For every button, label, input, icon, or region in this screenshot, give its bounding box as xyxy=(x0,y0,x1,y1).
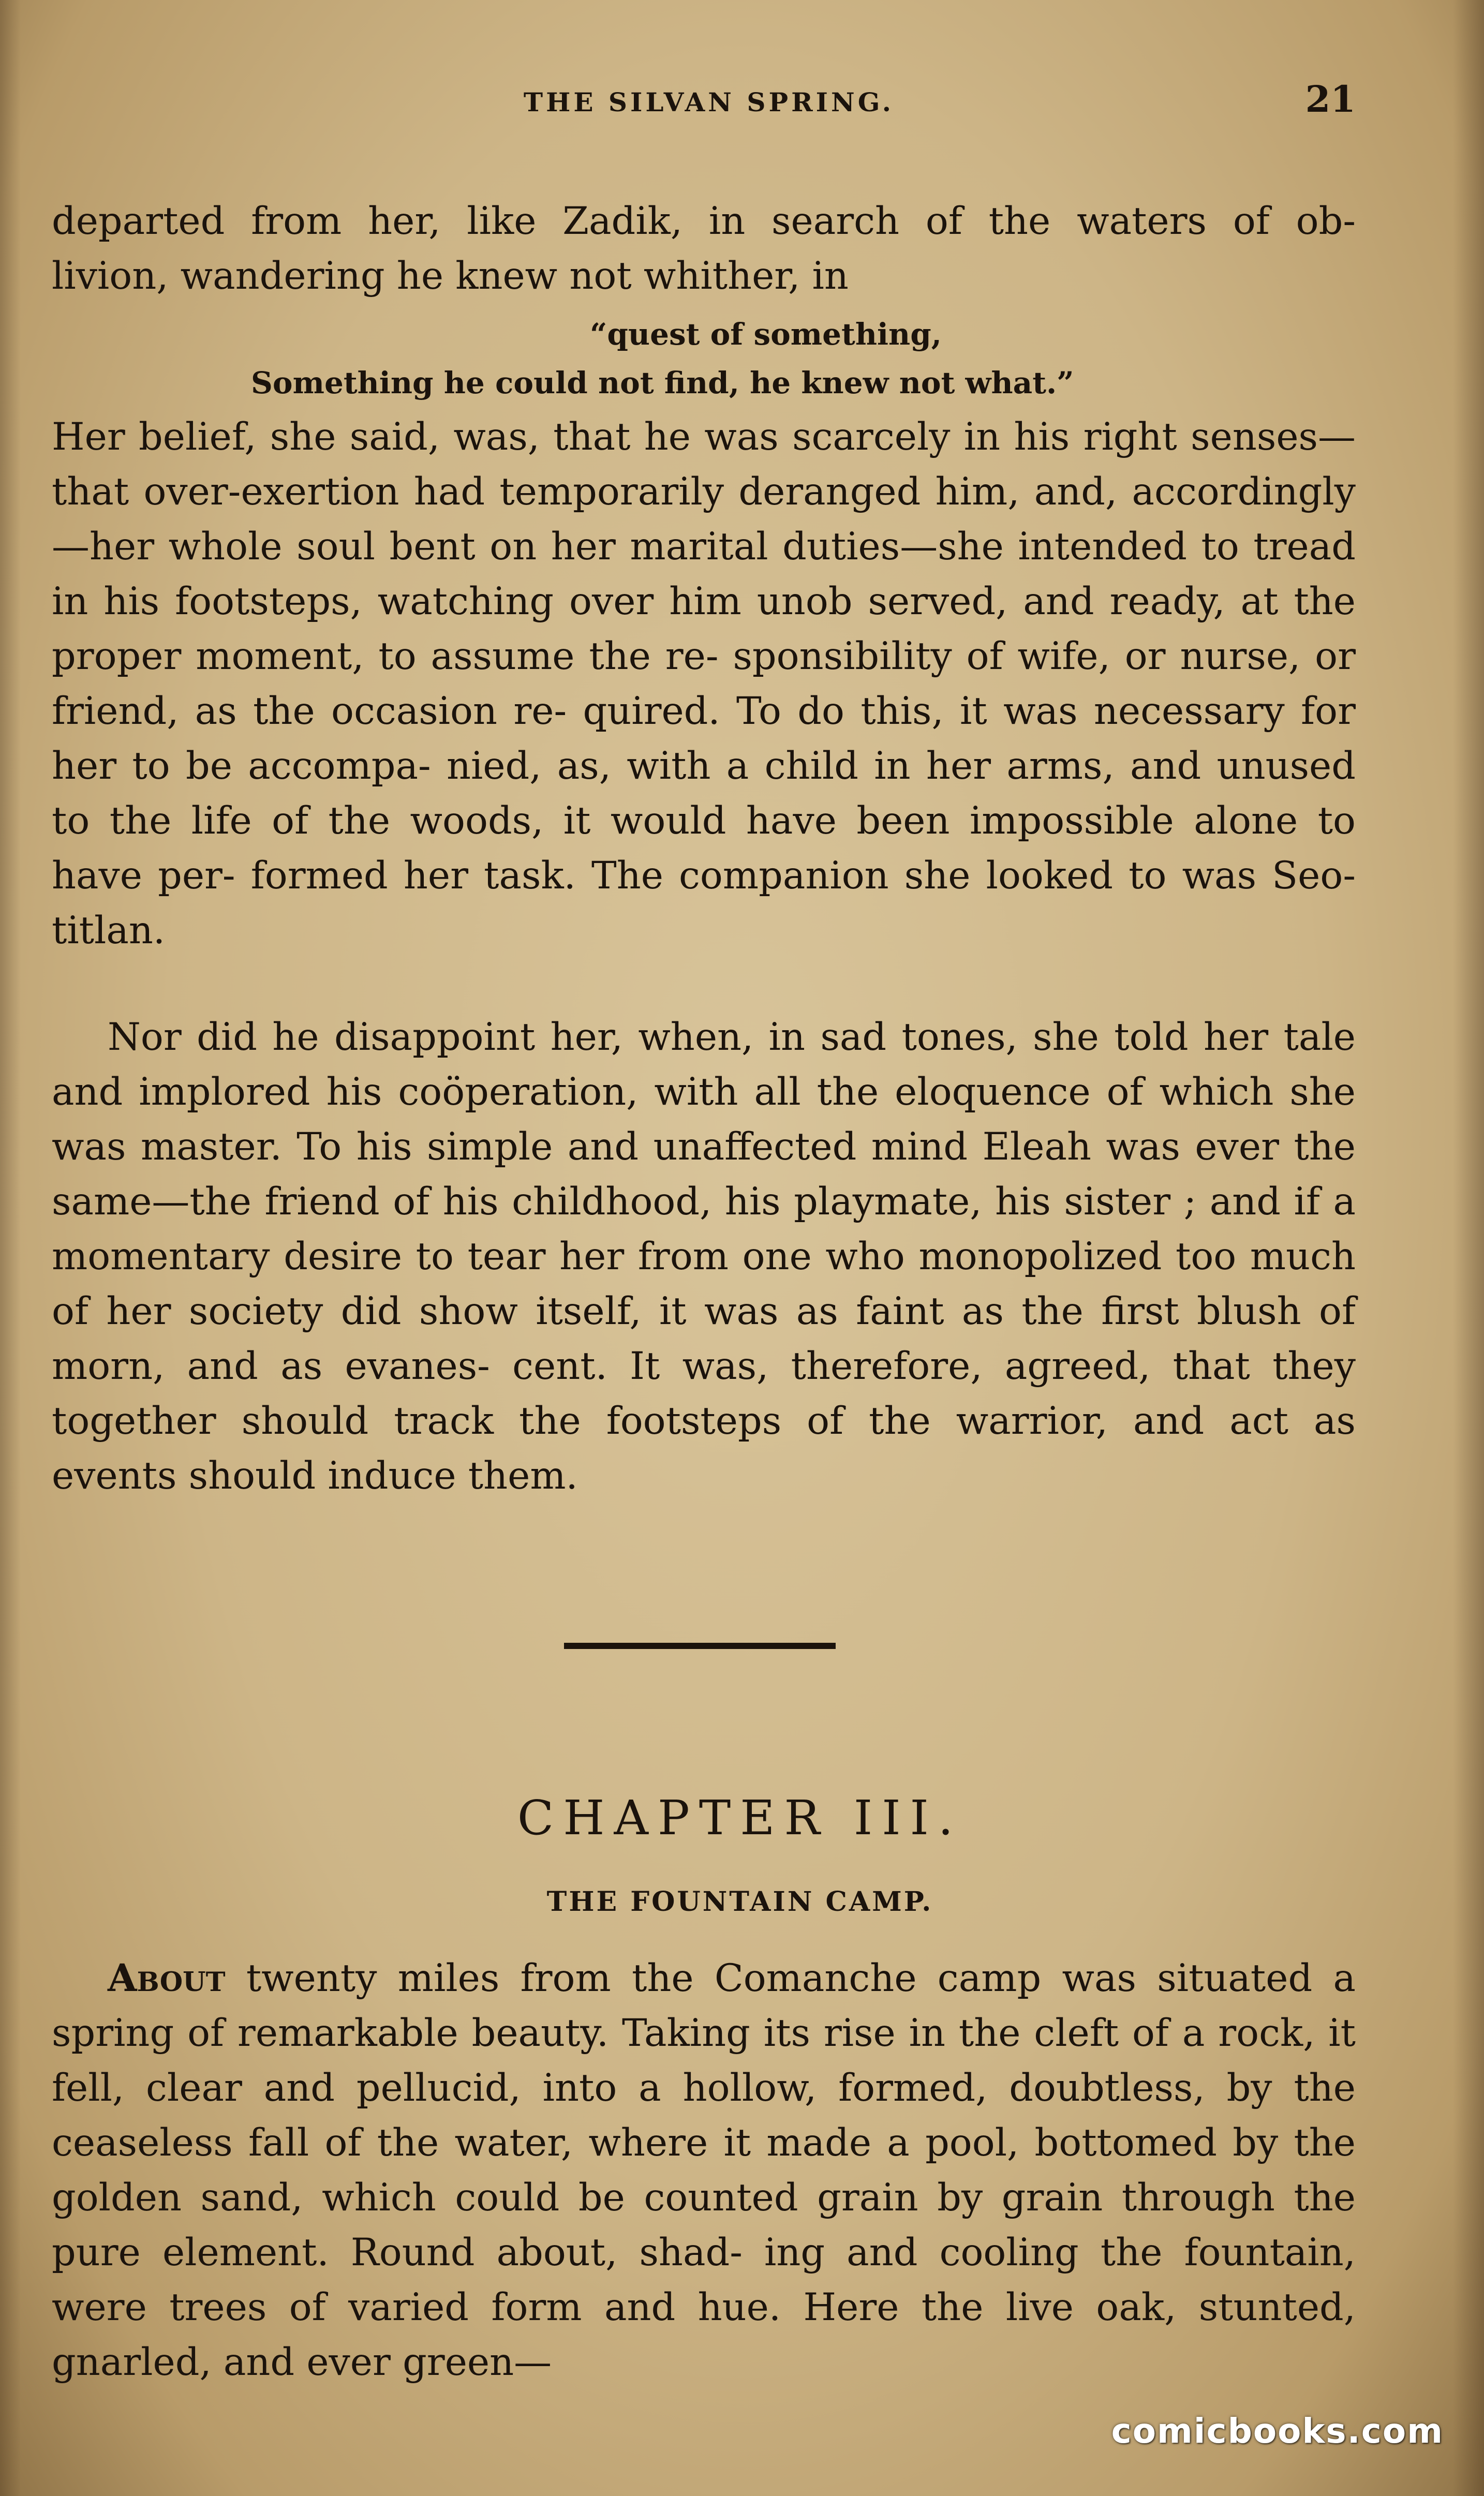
paragraph xyxy=(52,410,1356,958)
paragraph-continued xyxy=(52,194,1356,304)
paragraph-text: Nor did he disappoint her, when, in sad tones, she told her tale and implored his coöperation, with all the eloquence of which she was master. To his simple and unaffected mind Eleah was ever the same—the friend of his childhood, his playmate, his sister ; and if a momentary desire to tear her from one who monopolized too much of her society did show itself, it was as faint as the first blush of morn, and as evanes- cent. It was, therefore, agreed, that they together should track the footsteps of the warrior, and act as events should induce them. xyxy=(52,1015,1356,1498)
paragraph-text: Her belief, she said, was, that he was scarcely in his right senses—that over-exertion had temporarily deranged him, and, accordingly—her whole soul bent on her marital duties—she intended to tread in his footsteps, watching over him unob served, and ready, at the proper moment, to assume the re- sponsibility of wife, or nurse, or friend, as the occasion re- quired. To do this, it was necessary for her to be accompa- nied, as, with a child in her arms, and unused to the life of the woods, it would have been impossible alone to have per- formed her task. The companion she looked to was Seo- titlan. xyxy=(52,415,1356,953)
text-line: departed from her, like Zadik, in search of the waters of ob- xyxy=(52,199,1356,243)
chapter-title: CHAPTER III. xyxy=(517,1790,963,1846)
paragraph-body: twenty miles from the Comanche camp was situated a spring of remarkable beauty. Taking its rise in the cleft of a rock, it fell, clear and pellucid, into a hollow, formed, doubtless, by the ceaseless fall of the water, where it made a pool, bottomed by the golden sand, which could be counted grain by grain through the pure element. Round about, shad- ing and cooling the fountain, were trees of varied form and hue. Here the live oak, stunted, gnarled, and ever green— xyxy=(52,1956,1356,2384)
paragraph-text xyxy=(52,1951,1356,2390)
verse-line: Something he could not find, he knew not what.” xyxy=(251,365,1074,400)
running-head: THE SILVAN SPRING. xyxy=(523,87,895,117)
text-line: livion, wandering he knew not whither, in xyxy=(52,254,849,298)
page-left-shadow xyxy=(0,0,21,2496)
watermark: comicbooks.com xyxy=(1111,2411,1444,2451)
verse-line: “quest of something, xyxy=(590,317,942,352)
lead-word: About xyxy=(108,1956,226,2000)
paragraph xyxy=(52,1010,1356,1504)
paragraph xyxy=(52,1951,1356,2390)
page-number: 21 xyxy=(1305,78,1356,121)
section-divider xyxy=(564,1643,836,1649)
chapter-subtitle: THE FOUNTAIN CAMP. xyxy=(546,1886,933,1918)
